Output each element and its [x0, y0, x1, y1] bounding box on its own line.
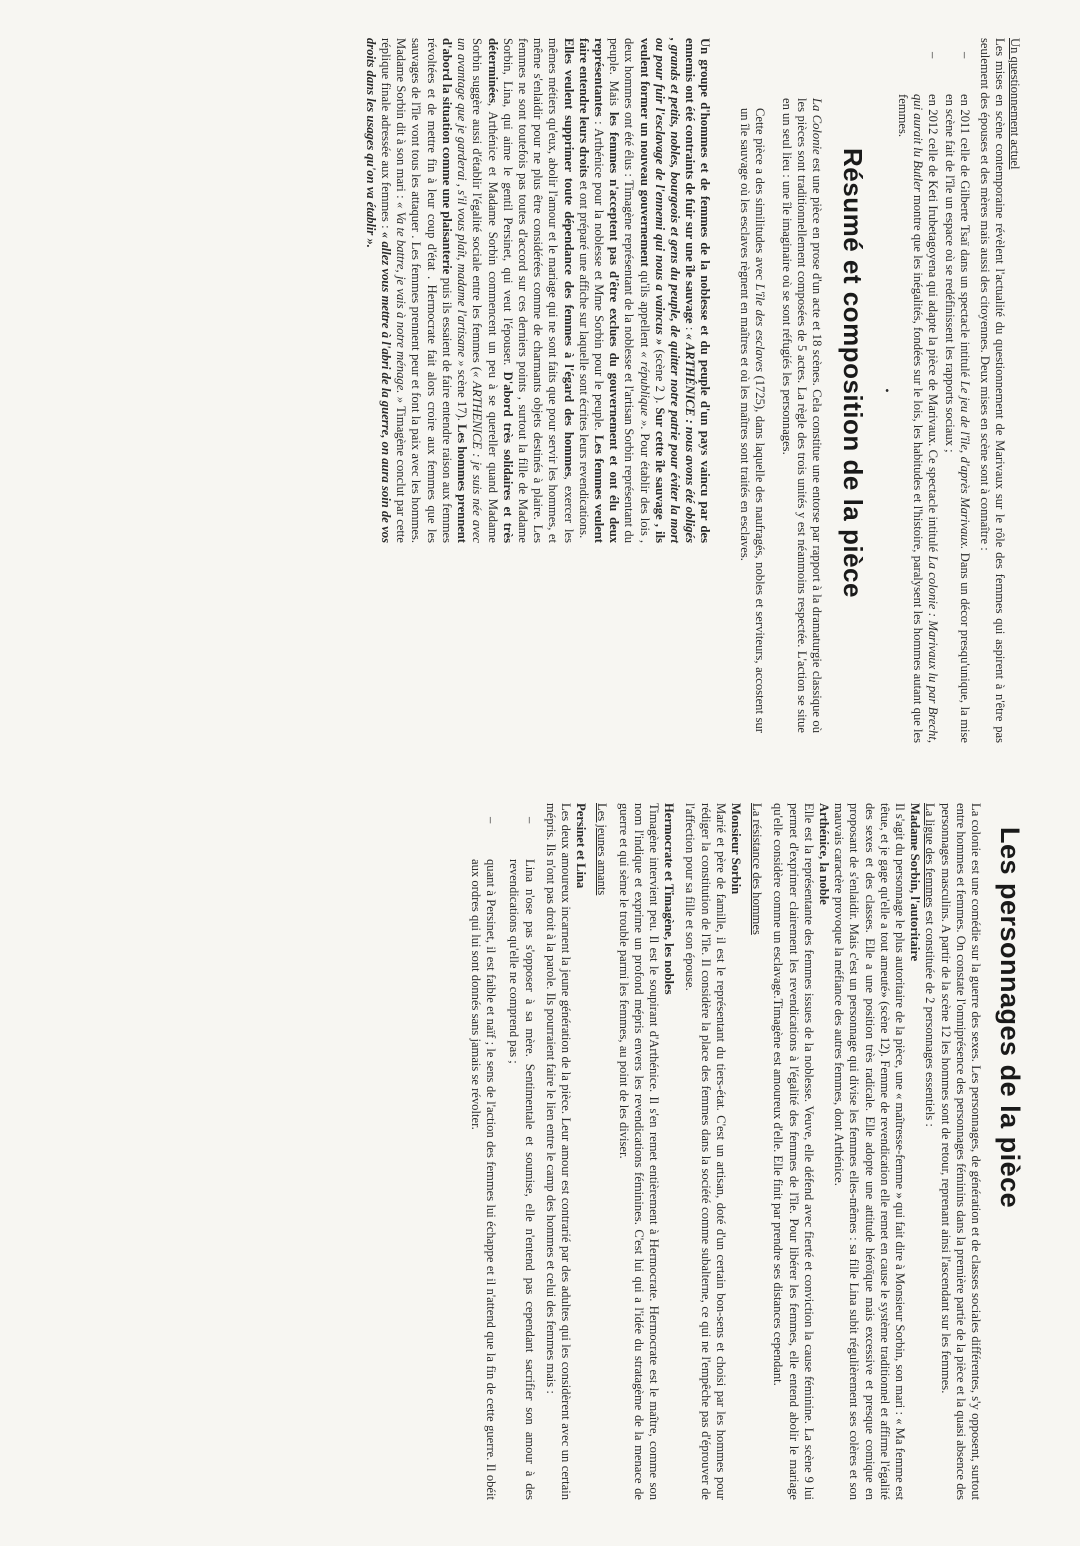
character-title-arthenice: Arthénice, la noble	[816, 803, 831, 905]
intro-paragraph: Les mises en scène contemporaine révèlent l'actualité du questionnement de Marivaux sur le rôle des femmes qui aspirent à n'être pas seulement des épouses et des mères mais aussi des citoyennes. Deux mises en scène sont à connaître :	[977, 38, 1007, 743]
resume-paragraph-2: Cette pièce a des similitudes avec L'île des esclaves (1725), dans laquelle des naufragés, nobles et serviteurs, accostent sur un île sauvage où les esclaves règnent en maîtres et où les maîtres sont traités en esclaves.	[737, 108, 767, 733]
list-item: – en 2011 celle de Gilberte Tsaï dans un spectacle intitulé Le jeu de l'île, d'après Marivaux. Dans un décor presqu'unique, la mise en scène fait de l'île un espace où se redéfinissent les rapports sociaux ;	[942, 38, 972, 743]
list-item: – quant à Persinet, il est faible et naïf ; le sens de l'action des femmes lui échappe et il n'attend que la fin de cette guerre. Il obéit aux ordres qui lui sont donnés sans jamais se révolter.	[468, 803, 498, 1500]
list-item: – en 2012 celle de Keti Irubetagoyena qui adapte la pièce de Marivaux. Ce spectacle intitulé La colonie : Marivaux lu par Brecht, qui aurait lu Butler montre que les inégalités, fondées sur le lois, les habitudes et l'histoire, paralysent les hommes autant que les femmes.	[894, 38, 940, 743]
character-title-hermocrate: Hermocrate et Timagène, les nobles	[662, 803, 677, 995]
summary-paragraph-1: Un groupe d'hommes et de femmes de la noblesse et du peuple d'un pays vaincu par des ennemis ont été contraints de fuir sur une île sauvage : « ARTHÉNICE : nous avons été obligés , grands et petits, nobles, bourgeois et gens du peuple, de quitter notre patrie pour éviter la mort ou pour fuir l'esclavage de l'ennemi qui nous a vaincus » (scène 2 ). Sur cette île sauvage , ils veulent former un nouveau gouvernement qu'ils appellent « république ». Pour établir des lois , deux hommes ont été élus : Timagène représentant de la noblesse et l'artisan Sorbin représentant du peuple. Mais les femmes n'acceptent pas d'être exclues du gouvernement et ont élu deux représentantes : Arthénice pour la noblesse et Mme Sorbin pour le peuple. Les femmes veulent faire entendre leurs droits et ont préparé une affiche sur laquelle sont écrites leurs revendications.	[576, 38, 713, 544]
summary-block	[363, 38, 713, 743]
right-page	[0, 773, 1080, 1546]
character-text-arthenice: Elle est la représentante des femmes issues de la noblesse. Veuve, elle défend avec fierté et conviction la cause féminine. La scène 9 lui permet d'exprimer clairement les revendications à l'égalité des femmes de l'île. Pour libérer les femmes, elle entend abolir le mariage qu'elle considère comme un esclavage.Timagène est amoureux d'elle. Elle finit par prendre ses distances cependant.	[771, 803, 816, 1500]
character-text-madame-sorbin: Il s'agit du personnage le plus autoritaire de la pièce, une « maîtresse-femme » qui fait dire à Monsieur Sorbin, son mari : « Ma femme est têtue, et je gage qu'elle a tout ameuté» (scène 12). Femme de revendication elle remet en cause le système traditionnel et affirme l'égalité des sexes et des classes. Elle a une position très radicale. Elle adopte une attitude héroïque mais excessive et presque comique en proposant de s'enlaidir. Mais c'est un personnage qui divise les femmes elles-mêmes : sa fille Lina subit régulièrement ses colères et son mauvais caractère provoque la méfiance des autres femmes, dont Arthénice.	[832, 803, 907, 1500]
bullet-dot: •	[880, 388, 895, 393]
character-title-persinet-lina: Persinet et Lina	[574, 803, 589, 889]
character-text-persinet-lina: Les deux amoureux incarnent la jeune génération de la pièce. Leur amour est contrarié par des adultes qui les considèrent avec un certain mépris. Ils n'ont pas droit à la parole. Ils pourraient faire le lien entre le camp des hommes et celui des femmes mais :	[543, 803, 573, 1500]
summary-paragraph-2: Elles veulent supprimer toute dépendance des femmes à l'égard des hommes, exercer les mêmes métiers qu'eux, abolir l'amour et le mariage qui ne sont faits que pour servir les hommes, et même s'enlaidir pour ne plus être considérées comme de charmants objets destinés à plaire. Les femmes ne sont toutefois pas toutes d'accord sur ces derniers points , surtout la fille de Madame Sorbin, Lina, qui aime le gentil Persinet, qui veut l'épouser. D'abord très solidaires et très déterminées, Arthénice et Madame Sorbin commencent un peu à se quereller quand Madame Sorbin suggère aussi d'établir l'égalité sociale entre les femmes (« ARTHENICE : je suis née avec un avantage que je garderai , s'il vous plaît, madame l'artisane » scène 17). Les hommes prennent d'abord la situation comme une plaisanterie puis ils essaient de faire entendre raison aux femmes révoltées et de mettre fin à leur coup d'état . Hermocrate fait alors croire aux femmes que les sauvages de l'île vont tous les attaquer . Les femmes prennent peur et font la paix avec les hommes. Madame Sorbin dit à son mari : « Va te battre, je vais à notre ménage. » Timagène conclut par cette réplique finale adressée aux femmes : « allez vous mettre à l'abri de la guerre, on aura soin de vos droits dans les usages qu'on va établir ».	[363, 38, 576, 544]
character-text-hermocrate: Timagène intervient peu. Il est le soupirant d'Arthénice. Il s'en remet entièrement à Hermocrate. Hermocrate est le maître, comme son nom l'indique et exprime un profond mépris envers les revendications féminines. C'est lui qui a l'idée du stratagème de la menace de guerre et qui sème le trouble parmi les femmes, au point de les diviser.	[616, 803, 661, 1500]
section-heading-actuel: Un questionnement actuel	[1008, 38, 1022, 170]
section-heading-jeunes-amants: Les jeunes amants	[595, 803, 610, 896]
character-text-monsieur-sorbin: Marié et père de famille, il est le représentant du tiers-état. C'est un artisan, doté d'un certain bon-sens et choisi par les hommes pour rédiger la constitution de l'île. Il considère la place des femmes dans la société comme subalterne, ce qui ne l'empêche pas d'éprouver de l'affection pour sa fille et son épouse.	[683, 803, 728, 1500]
list-item: – Lina n'ose pas s'opposer à sa mère. Sentimentale et soumise, elle n'entend pas cependant sacrifier son amour à des revendications qu'elle ne comprend pas ;	[506, 803, 536, 1500]
mise-en-scene-list	[894, 38, 972, 743]
resume-block	[736, 38, 824, 743]
amants-list	[468, 803, 537, 1500]
ligue-line: La ligue des femmes est constituée de 2 personnages essentiels :	[923, 803, 938, 1127]
resume-paragraph-1: La Colonie est une pièce en prose d'un acte et 18 scènes. Cela constitue une entorse par rapport à la dramaturgie classique où les pièces sont traditionnellement composées de 5 actes. La règle des trois unités y est néanmoins respectée. L'action se situe en un seul lieu : une île imaginaire où se sont réfugiés les personnages.	[779, 98, 825, 734]
character-title-madame-sorbin: Madame Sorbin, l'autoritaire	[908, 803, 923, 962]
character-title-monsieur-sorbin: Monsieur Sorbin	[728, 803, 743, 895]
personnages-intro: La colonie est une comédie sur la guerre des sexes. Les personnages, de génération et de classes sociales différentes, s'y opposent, surtout entre hommes et femmes. On constate l'omniprésence des personnages féminins dans la première partie de la pièce et la quasi absence des personnages masculins. A partir de la scène 12 les hommes sont de retour, reprenant ainsi l'ascendant sur les femmes.	[938, 803, 983, 1500]
title-resume: Résumé et composition de la pièce	[838, 148, 869, 598]
title-personnages: Les personnages de la pièce	[995, 827, 1025, 1209]
section-heading-resistance: La résistance des hommes	[750, 803, 765, 935]
